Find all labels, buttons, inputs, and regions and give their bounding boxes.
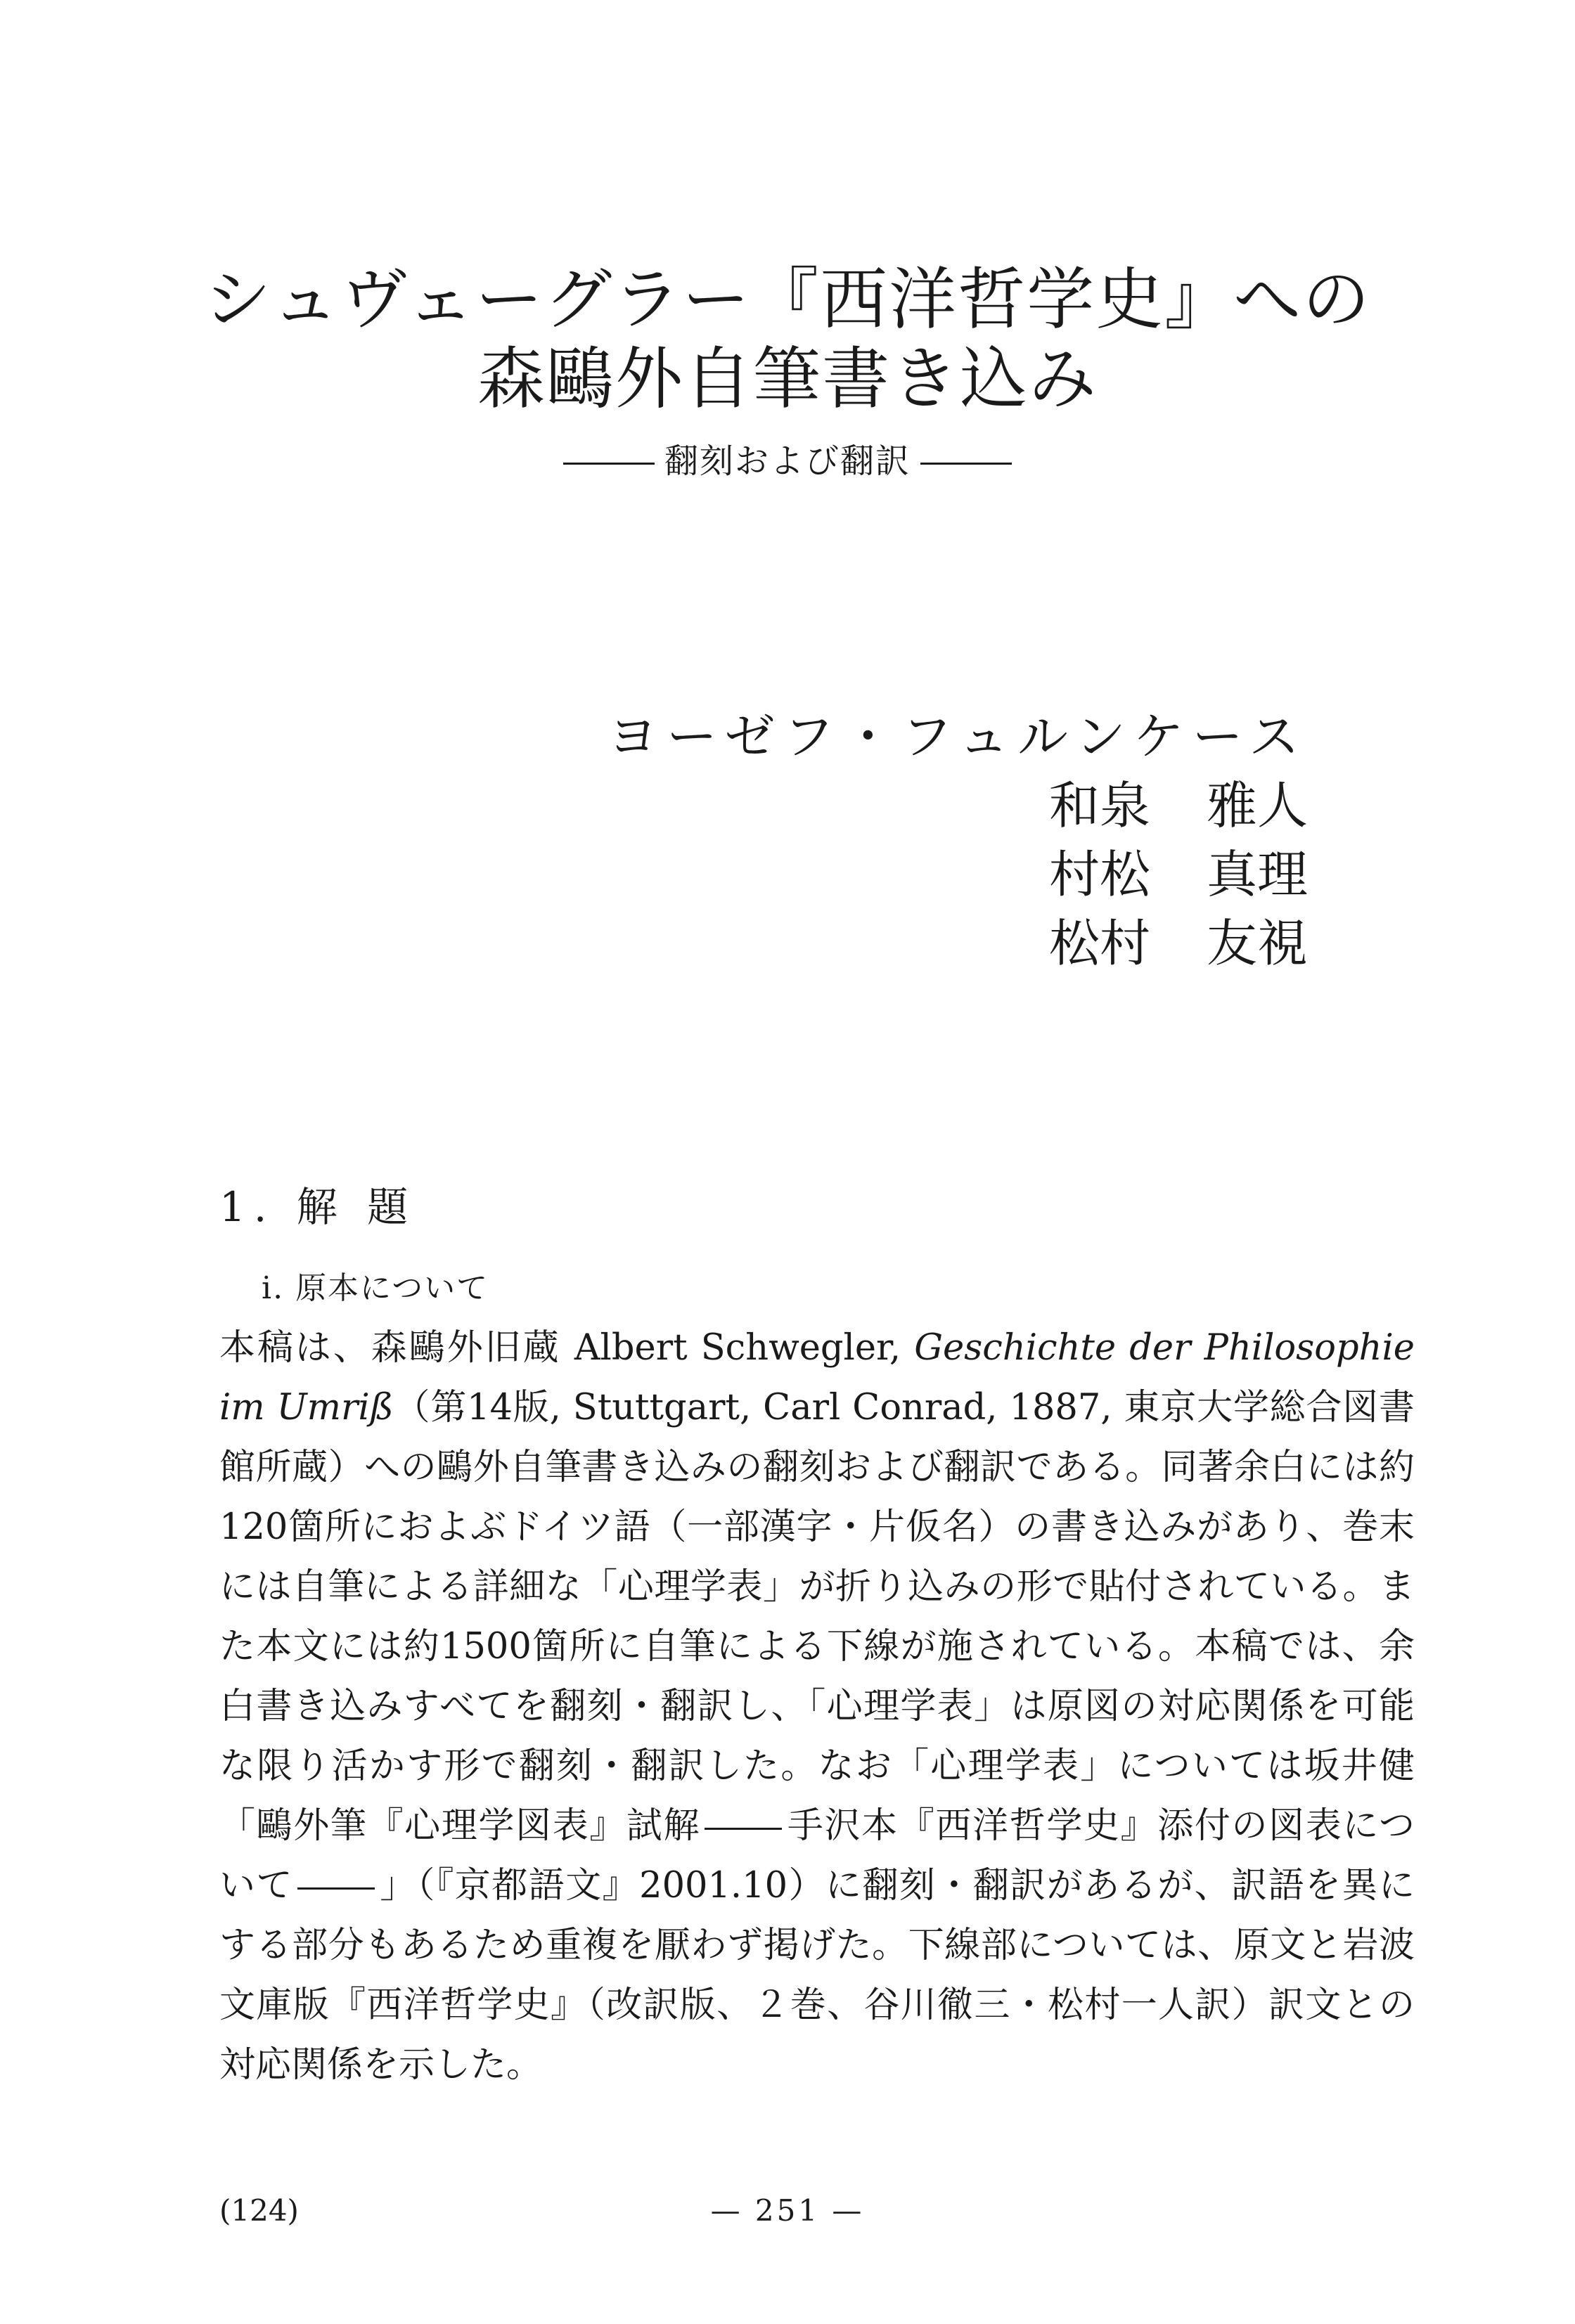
author-name: ヨーゼフ・フュルンケース [607, 707, 1308, 766]
author-row [608, 772, 1308, 841]
author-row [608, 703, 1308, 772]
inline-dash [705, 1828, 782, 1830]
text-segment: 」（『京都語文』2001.10）に翻刻・翻訳があるが、訳語を異にする部分もあるため重複を厭わず掲げた。下線部については、原文と岩波文庫版『西洋哲学史』（改訳版、２巻、谷川徹三・松村一人訳）訳文との対応関係を示した。 [219, 1865, 1415, 2086]
author-given-name: 雅人 [1206, 775, 1308, 835]
author-list [608, 703, 1308, 979]
author-row [608, 841, 1308, 910]
subtitle-dash-right [920, 463, 1012, 465]
author-given-name: 友視 [1206, 913, 1308, 973]
author-family-name: 和泉 [1048, 775, 1150, 835]
inline-dash [297, 1887, 375, 1890]
footer-page-ref: (124) [219, 2193, 299, 2228]
subtitle-text: 翻刻および翻訳 [664, 441, 911, 481]
section-number: 1. [219, 1183, 276, 1231]
title-line-1: シュヴェーグラー『西洋哲学史』への [203, 260, 1372, 339]
text-segment: 本稿は、森鷗外旧蔵 Albert Schwegler, [219, 1327, 915, 1369]
text-segment: 手沢本『西洋哲学史』添付の図表について [219, 1805, 1415, 1906]
subsection-title: 原本について [295, 1270, 489, 1306]
footer-page-number: — 251 — [710, 2193, 865, 2228]
text-segment: （第14版, Stuttgart, Carl Conrad, 1887, 東京大学総合図書館所蔵）への鷗外自筆書き込みの翻刻および翻訳である。同著余白には約120箇所におよぶドイツ語（一部漢字・片仮名）の書き込みがあり、巻末には自筆による詳細な「心理学表」が折り込みの形で貼付されている。また本文には約1500箇所に自筆による下線が施されている。本稿では、余白書き込みすべてを翻刻・翻訳し、「心理学表」は原図の対応関係を可能な限り活かす形で翻刻・翻訳した。なお「心理学表」については坂井健「鷗外筆『心理学図表』試解 [219, 1387, 1415, 1847]
paragraph [219, 1318, 1415, 2095]
author-family-name: 松村 [1048, 913, 1150, 973]
title-block [0, 260, 1575, 482]
section-title: 解 題 [296, 1183, 417, 1231]
title-line-2: 森鷗外自筆書き込み [477, 340, 1098, 419]
section-heading [219, 1174, 416, 1233]
body-paragraph [219, 1318, 1415, 2095]
subsection-heading [262, 1263, 489, 1308]
book-title-italic: Geschichte der Philosophie im Umriß [219, 1327, 1415, 1428]
author-family-name: 村松 [1048, 844, 1150, 904]
subtitle [0, 434, 1575, 482]
author-given-name: 真理 [1206, 844, 1308, 904]
subsection-label: i. [262, 1270, 285, 1306]
subtitle-dash-left [563, 463, 655, 465]
author-row [608, 910, 1308, 979]
